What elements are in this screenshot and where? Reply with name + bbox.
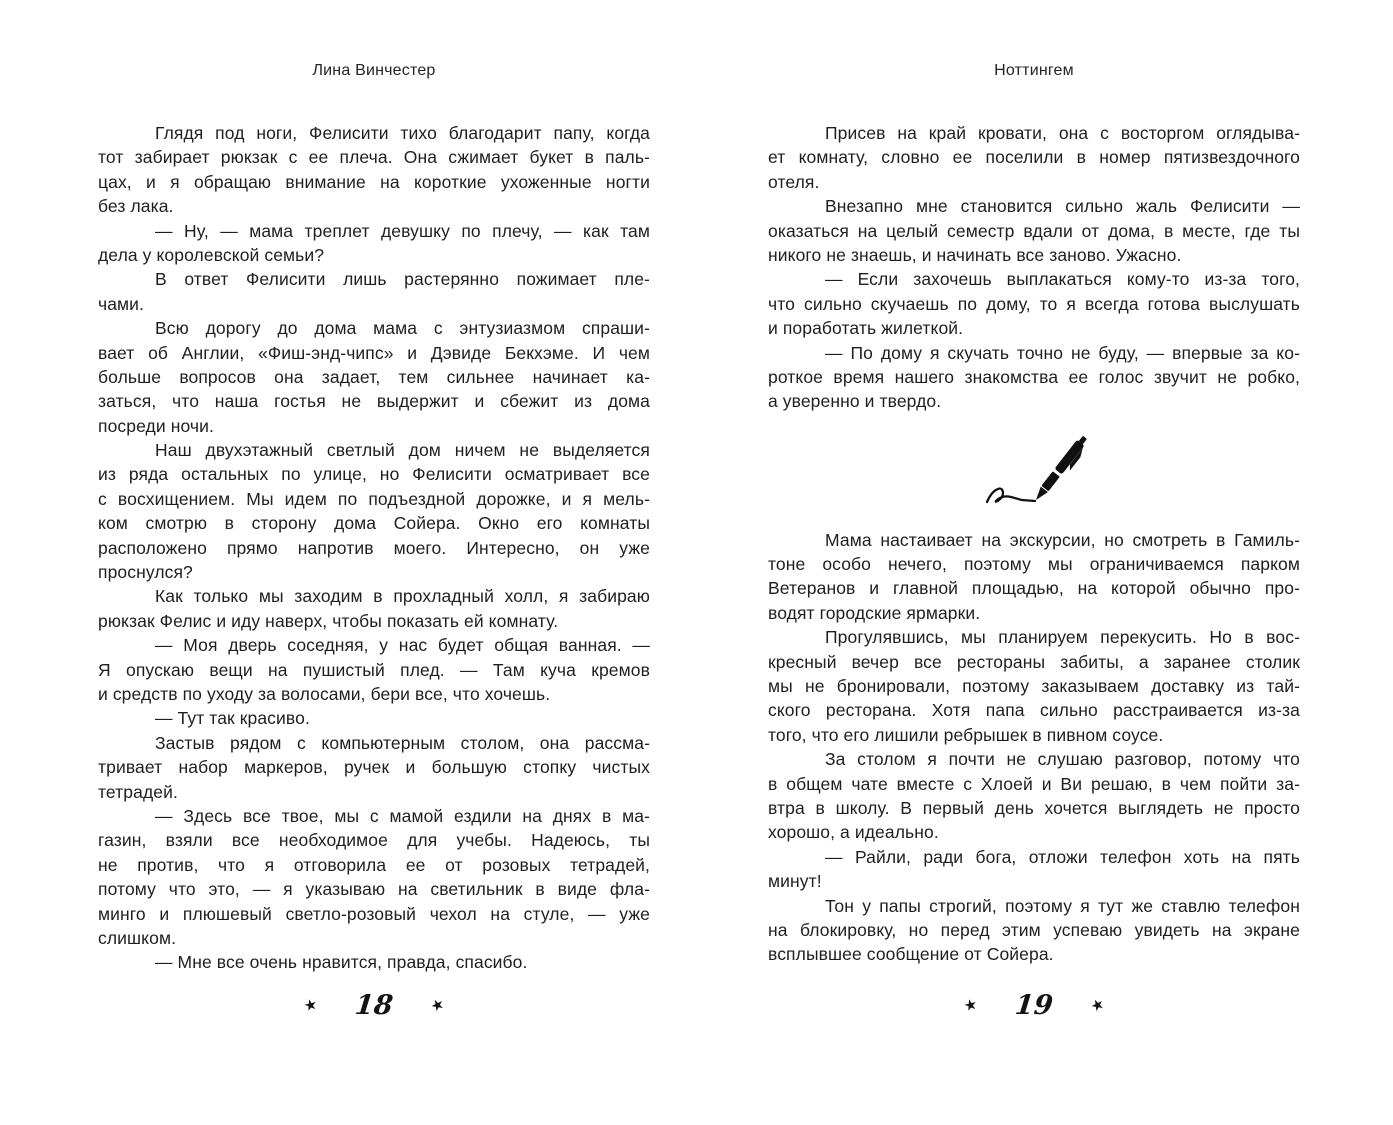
text-line: с восхищением. Мы идем по подъездной дорожке, и я мель-	[98, 488, 650, 509]
text-line: — Если захочешь выплакаться кому-то из-за того,	[825, 269, 1300, 290]
text-line: тетрадей.	[98, 781, 178, 802]
star-icon: ★	[427, 994, 448, 1017]
text-line: мы не бронировали, поэтому заказываем доставку из тай-	[768, 676, 1300, 697]
text-line: Всю дорогу до дома мама с энтузиазмом спраши-	[155, 318, 650, 339]
left-page-footer	[98, 990, 650, 1021]
text-line: расположено прямо напротив моего. Интересно, он уже	[98, 537, 650, 558]
text-line: тривает набор маркеров, ручек и большую стопку чистых	[98, 757, 650, 778]
text-line: отеля.	[768, 171, 820, 192]
text-line: из ряда остальных по улице, но Фелисити осматривает все	[98, 464, 650, 485]
star-icon: ★	[1087, 994, 1108, 1017]
left-page	[98, 0, 650, 1125]
text-line: ет комнату, словно ее поселили в номер пятизвездочного	[768, 147, 1300, 168]
text-line: втра в школу. В первый день хочется выглядеть не просто	[768, 797, 1300, 818]
right-page	[768, 0, 1300, 1125]
text-line: Тон у папы строгий, поэтому я тут же ставлю телефон	[825, 895, 1300, 916]
paragraph	[98, 316, 650, 438]
star-icon: ★	[301, 995, 319, 1016]
text-line: Как только мы заходим в прохладный холл, я забираю	[155, 586, 650, 607]
left-page-body	[98, 121, 650, 975]
text-line: дела у королевской семьи?	[98, 244, 325, 265]
right-page-body	[768, 121, 1300, 967]
text-line: тот забирает рюкзак с ее плеча. Она сжимает букет в паль-	[98, 147, 650, 168]
text-line: на блокировку, но перед этим успеваю увидеть на экране	[768, 919, 1300, 940]
text-line: — Здесь все твое, мы с мамой ездили на днях в ма-	[155, 805, 650, 826]
page-number: 19	[1013, 990, 1055, 1021]
paragraph	[768, 194, 1300, 267]
paragraph	[768, 267, 1300, 340]
text-line: заться, что наша гостья не выдержит и сбежит из дома	[98, 391, 650, 412]
text-line: тоне особо нечего, поэтому мы ограничиваемся парком	[768, 554, 1300, 575]
text-line: без лака.	[98, 196, 174, 217]
page-number: 18	[353, 990, 395, 1021]
paragraph	[98, 706, 650, 730]
paragraph	[768, 341, 1300, 414]
paragraph	[768, 625, 1300, 747]
text-line: Ветеранов и главной площадью, на которой обычно про-	[768, 578, 1300, 599]
text-line: потому что это, — я указываю на светильник в виде фла-	[98, 879, 650, 900]
pen-scribble-icon	[978, 419, 1090, 522]
text-line: ского ресторана. Хотя папа сильно расстраивается из-за	[768, 700, 1300, 721]
text-line: никого не знаешь, и начинать все заново. Ужасно.	[768, 244, 1182, 265]
text-line: что сильно скучаешь по дому, то я всегда готова выслушать	[768, 293, 1300, 314]
text-line: хорошо, а идеально.	[768, 822, 939, 843]
text-line: — По дому я скучать точно не буду, — впервые за ко-	[825, 342, 1300, 363]
text-line: — Ну, — мама треплет девушку по плечу, — как там	[155, 220, 650, 241]
text-line: водят городские ярмарки.	[768, 602, 981, 623]
text-line: минго и плюшевый светло-розовый чехол на стуле, — уже	[98, 903, 650, 924]
text-line: Наш двухэтажный светлый дом ничем не выделяется	[155, 440, 650, 461]
text-line: минут!	[768, 871, 822, 892]
text-line: рюкзак Фелис и иду наверх, чтобы показать ей комнату.	[98, 610, 559, 631]
text-line: — Мне все очень нравится, правда, спасибо.	[155, 952, 528, 973]
text-line: В ответ Фелисити лишь растерянно пожимает пле-	[155, 269, 650, 290]
star-icon: ★	[961, 995, 979, 1016]
text-line: и средств по уходу за волосами, бери все, что хочешь.	[98, 683, 551, 704]
paragraph	[768, 121, 1300, 194]
right-page-footer	[768, 990, 1300, 1021]
text-line: — Тут так красиво.	[155, 708, 310, 729]
paragraph	[768, 528, 1300, 626]
right-page-body-top	[768, 121, 1300, 414]
paragraph	[98, 633, 650, 706]
text-line: Глядя под ноги, Фелисити тихо благодарит папу, когда	[155, 123, 650, 143]
paragraph	[98, 804, 650, 950]
paragraph	[98, 121, 650, 219]
paragraph	[98, 219, 650, 268]
text-line: Присев на край кровати, она с восторгом оглядыва-	[825, 123, 1300, 143]
text-line: не против, что я отговорила ее от розовых тетрадей,	[98, 854, 650, 875]
text-line: и поработать жилеткой.	[768, 318, 964, 339]
text-line: Мама настаивает на экскурсии, но смотреть в Гамиль-	[825, 529, 1300, 550]
text-line: в общем чате вместе с Хлоей и Ви решаю, в чем пойти за-	[768, 773, 1300, 794]
text-line: кресный вечер все рестораны забиты, а заранее столик	[768, 651, 1300, 672]
paragraph	[98, 438, 650, 584]
text-line: Я опускаю вещи на пушистый плед. — Там куча кремов	[98, 659, 650, 680]
running-header-author: Лина Винчестер	[312, 62, 436, 79]
text-line: ком смотрю в сторону дома Сойера. Окно его комнаты	[98, 513, 650, 534]
text-line: чами.	[98, 293, 145, 314]
paragraph	[98, 267, 650, 316]
paragraph	[768, 894, 1300, 967]
text-line: Внезапно мне становится сильно жаль Фелисити —	[825, 196, 1300, 217]
text-line: — Райли, ради бога, отложи телефон хоть на пять	[825, 846, 1300, 867]
running-header-chapter: Ноттингем	[994, 62, 1074, 79]
text-line: слишком.	[98, 927, 177, 948]
text-line: газин, взяли все необходимое для учебы. Надеюсь, ты	[98, 830, 650, 851]
text-line: За столом я почти не слушаю разговор, потому что	[825, 749, 1300, 770]
text-line: больше вопросов она задает, тем сильнее начинает ка-	[98, 366, 650, 387]
text-line: всплывшее сообщение от Сойера.	[768, 944, 1054, 965]
paragraph	[98, 584, 650, 633]
text-line: вает об Англии, «Фиш-энд-чипс» и Дэвиде Бекхэме. И чем	[98, 342, 650, 363]
paragraph	[768, 845, 1300, 894]
paragraph	[98, 950, 650, 974]
text-line: цах, и я обращаю внимание на короткие ухоженные ногти	[98, 171, 650, 192]
text-line: Прогулявшись, мы планируем перекусить. Но в вос-	[825, 627, 1300, 648]
scene-break	[768, 414, 1300, 528]
text-line: того, что его лишили ребрышек в пивном соусе.	[768, 724, 1164, 745]
text-line: проснулся?	[98, 562, 193, 583]
text-line: оказаться на целый семестр вдали от дома, в месте, где ты	[768, 220, 1300, 241]
text-line: — Моя дверь соседняя, у нас будет общая ванная. —	[155, 635, 650, 656]
paragraph	[768, 747, 1300, 845]
text-line: Застыв рядом с компьютерным столом, она рассма-	[155, 732, 650, 753]
text-line: а уверенно и твердо.	[768, 391, 942, 412]
text-line: посреди ночи.	[98, 415, 214, 436]
text-line: роткое время нашего знакомства ее голос звучит не робко,	[768, 366, 1300, 387]
right-page-body-bottom	[768, 528, 1300, 967]
paragraph	[98, 731, 650, 804]
